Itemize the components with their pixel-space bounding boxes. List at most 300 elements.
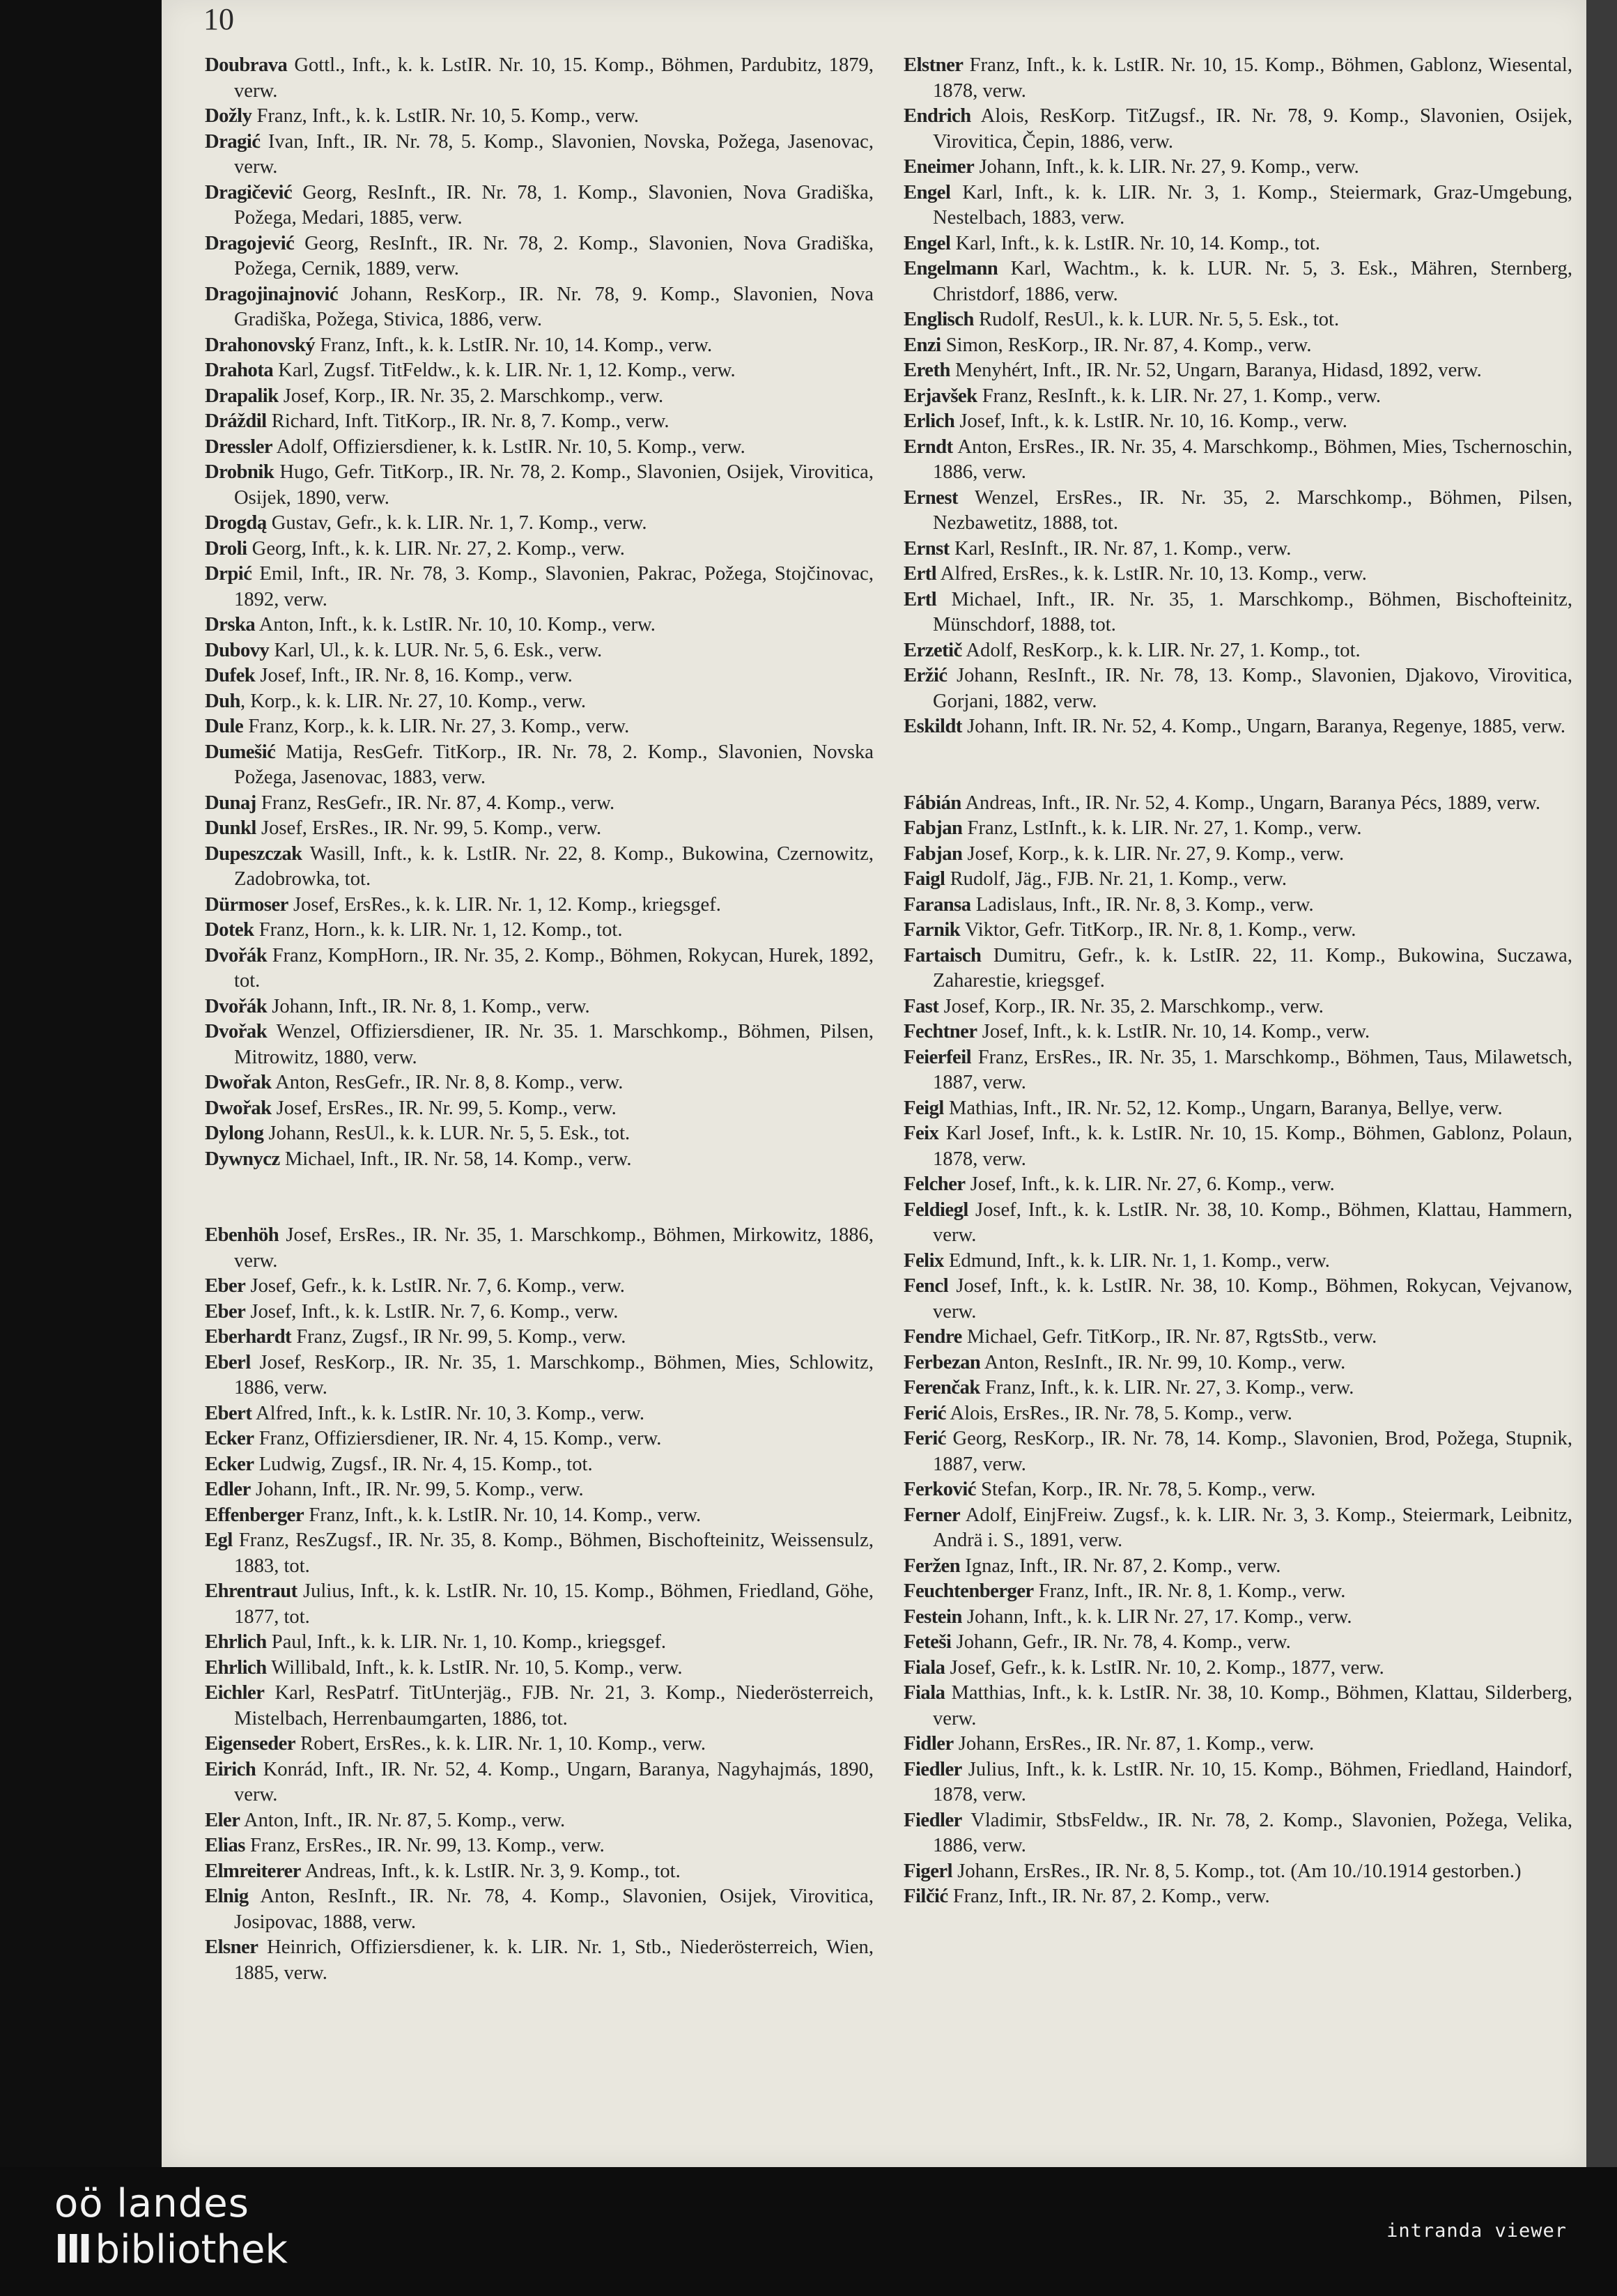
entry-surname: Farnik	[904, 919, 961, 941]
entry-surname: Dráždil	[205, 410, 267, 432]
entry-surname: Ehrlich	[205, 1656, 267, 1679]
entry-details: Johann, ResUl., k. k. LUR. Nr. 5, 5. Esk., tot.	[263, 1123, 630, 1144]
entry-details: Michael, Inft., IR. Nr. 35, 1. Marschkomp., Böhmen, Bischofteinitz, Münschdorf, 1888, tot.	[933, 588, 1572, 635]
entry-surname: Doubrava	[205, 54, 288, 76]
register-entry	[904, 384, 1572, 410]
entry-surname: Erlich	[904, 410, 955, 432]
register-entry	[205, 714, 874, 740]
logo-line-2-text: bibliothek	[95, 2227, 288, 2272]
register-entry	[904, 486, 1572, 537]
register-entry	[904, 714, 1572, 740]
right-column	[904, 53, 1572, 1910]
register-entry	[205, 1223, 874, 1274]
entry-surname: Eber	[205, 1300, 246, 1323]
entry-surname: Elsner	[205, 1936, 258, 1958]
register-entry	[904, 155, 1572, 180]
register-entry	[205, 842, 874, 893]
entry-details: Georg, ResKorp., IR. Nr. 78, 14. Komp., Slavonien, Brod, Požega, Stupnik, 1887, verw.	[933, 1428, 1572, 1475]
entry-details: Robert, ErsRes., k. k. LIR. Nr. 1, 10. Komp., verw.	[295, 1733, 706, 1755]
register-entry	[904, 562, 1572, 587]
entry-surname: Dufek	[205, 665, 256, 686]
entry-details: Franz, Horn., k. k. LIR. Nr. 1, 12. Komp., tot.	[254, 919, 623, 941]
entry-details: , Korp., k. k. LIR. Nr. 27, 10. Komp., verw.	[240, 690, 587, 712]
register-entry	[904, 1477, 1572, 1503]
entry-surname: Ferner	[904, 1504, 961, 1526]
register-entry	[205, 1656, 874, 1681]
entry-details: Karl, Zugsf. TitFeldw., k. k. LIR. Nr. 1, 12. Komp., verw.	[273, 360, 736, 381]
left-block-e	[205, 1223, 874, 1986]
register-entry	[205, 384, 874, 410]
register-entry	[205, 612, 874, 638]
entry-surname: Edler	[205, 1479, 251, 1500]
register-entry	[205, 1935, 874, 1986]
entry-surname: Ereth	[904, 360, 950, 381]
entry-details: Heinrich, Offiziersdiener, k. k. LIR. Nr. 1, Stb., Niederösterreich, Wien, 1885, verw.	[234, 1936, 874, 1984]
entry-details: Gustav, Gefr., k. k. LIR. Nr. 1, 7. Komp., verw.	[266, 512, 647, 534]
entry-details: Anton, Inft., IR. Nr. 87, 5. Komp., verw.	[240, 1809, 566, 1831]
entry-details: Michael, Gefr. TitKorp., IR. Nr. 87, RgtsStb., verw.	[961, 1326, 1377, 1348]
register-entry	[205, 816, 874, 842]
register-entry	[205, 1096, 874, 1122]
entry-details: Johann, Inft., IR. Nr. 8, 1. Komp., verw.	[267, 995, 590, 1017]
entry-surname: Fartaisch	[904, 944, 982, 966]
entry-details: Josef, ErsRes., k. k. LIR. Nr. 1, 12. Komp., kriegsgef.	[288, 893, 721, 916]
entry-surname: Elmreiterer	[205, 1860, 301, 1882]
entry-surname: Ecker	[205, 1453, 254, 1475]
entry-surname: Fábián	[904, 792, 961, 814]
entry-surname: Fiala	[904, 1656, 945, 1679]
register-entry	[904, 1401, 1572, 1427]
register-entry	[205, 791, 874, 817]
register-entry	[205, 231, 874, 282]
register-entry	[904, 1019, 1572, 1045]
entry-details: Hugo, Gefr. TitKorp., IR. Nr. 78, 2. Komp., Slavonien, Osijek, Virovitica, Osijek, 1890, verw.	[234, 461, 874, 509]
scan-edge	[1586, 0, 1617, 2167]
entry-details: Emil, Inft., IR. Nr. 78, 3. Komp., Slavonien, Pakrac, Požega, Stojčinovac, 1892, verw.	[234, 563, 874, 610]
entry-surname: Engel	[904, 181, 951, 203]
register-entry	[205, 893, 874, 918]
register-entry	[904, 791, 1572, 817]
entry-details: Franz, Inft., k. k. LstIR. Nr. 10, 14. Komp., verw.	[304, 1504, 702, 1526]
register-entry	[904, 180, 1572, 231]
entry-details: Josef, ErsRes., IR. Nr. 35, 1. Marschkomp., Böhmen, Mirkowitz, 1886, verw.	[234, 1224, 874, 1272]
entry-surname: Dupeszczak	[205, 842, 302, 865]
entry-details: Anton, ResInft., IR. Nr. 99, 10. Komp., verw.	[980, 1351, 1346, 1373]
entry-details: Josef, Inft., k. k. LstIR. Nr. 38, 10. Komp., Böhmen, Klattau, Hammern, verw.	[933, 1199, 1572, 1246]
entry-surname: Drogdą	[205, 512, 267, 534]
entry-details: Franz, LstInft., k. k. LIR. Nr. 27, 1. Komp., verw.	[962, 817, 1362, 839]
entry-surname: Drpić	[205, 563, 252, 585]
entry-details: Ladislaus, Inft., IR. Nr. 8, 3. Komp., verw.	[970, 893, 1314, 916]
entry-surname: Dürmoser	[205, 893, 288, 916]
register-entry	[904, 358, 1572, 384]
entry-details: Michael, Inft., IR. Nr. 58, 14. Komp., verw.	[279, 1148, 632, 1170]
entry-details: Georg, ResInft., IR. Nr. 78, 2. Komp., Slavonien, Nova Gradiška, Požega, Cernik, 1889, verw.	[234, 232, 874, 279]
entry-details: Josef, Korp., IR. Nr. 35, 2. Marschkomp., verw.	[938, 995, 1324, 1017]
entry-surname: Dvořák	[205, 944, 268, 966]
entry-details: Franz, Zugsf., IR Nr. 99, 5. Komp., verw.	[291, 1326, 626, 1348]
register-entry	[205, 1833, 874, 1859]
entry-surname: Erzetič	[904, 639, 962, 661]
entry-details: Georg, Inft., k. k. LIR. Nr. 27, 2. Komp., verw.	[247, 537, 625, 560]
entry-details: Johann, Inft., k. k. LIR Nr. 27, 17. Komp., verw.	[961, 1605, 1352, 1628]
viewer-brand[interactable]: intranda viewer	[1386, 2220, 1567, 2242]
entry-details: Karl, Wachtm., k. k. LUR. Nr. 5, 3. Esk., Mähren, Sternberg, Christdorf, 1886, verw.	[933, 258, 1572, 305]
entry-surname: Dragojević	[205, 232, 295, 254]
register-entry	[205, 1681, 874, 1732]
register-entry	[205, 1757, 874, 1808]
entry-surname: Ferić	[904, 1428, 946, 1449]
entry-details: Johann, ErsRes., IR. Nr. 8, 5. Komp., tot. (Am 10./10.1914 gestorben.)	[952, 1860, 1522, 1882]
register-entry	[904, 1426, 1572, 1477]
register-entry	[205, 1070, 874, 1096]
entry-surname: Dotek	[205, 919, 254, 941]
entry-details: Willibald, Inft., k. k. LstIR. Nr. 10, 5. Komp., verw.	[266, 1656, 683, 1679]
entry-surname: Ferbezan	[904, 1351, 981, 1373]
register-entry	[205, 1808, 874, 1834]
entry-surname: Fabjan	[904, 817, 963, 839]
entry-details: Stefan, Korp., IR. Nr. 78, 5. Komp., verw.	[975, 1479, 1316, 1500]
register-entry	[205, 333, 874, 359]
register-entry	[205, 358, 874, 384]
entry-surname: Dumešić	[205, 741, 276, 763]
register-entry	[904, 1630, 1572, 1656]
entry-surname: Fiedler	[904, 1809, 962, 1831]
entry-surname: Drapalik	[205, 385, 279, 407]
register-entry	[904, 943, 1572, 994]
register-entry	[904, 231, 1572, 257]
entry-surname: Ertl	[904, 588, 937, 610]
entry-surname: Ferenčak	[904, 1377, 980, 1399]
register-entry	[904, 842, 1572, 868]
entry-surname: Eskildt	[904, 716, 962, 737]
entry-details: Alois, ResKorp. TitZugsf., IR. Nr. 78, 9. Komp., Slavonien, Osijek, Virovitica, Čepin, 1886, verw.	[933, 105, 1572, 153]
register-entry	[904, 256, 1572, 307]
page-number: 10	[203, 2, 234, 36]
entry-details: Franz, ResZugsf., IR. Nr. 35, 8. Komp., Böhmen, Bischofteinitz, Weissensulz, 1883, tot.	[232, 1530, 874, 1577]
entry-surname: Festein	[904, 1605, 962, 1628]
register-entry	[205, 943, 874, 994]
entry-details: Julius, Inft., k. k. LstIR. Nr. 10, 15. Komp., Böhmen, Friedland, Haindorf, 1878, verw.	[933, 1758, 1572, 1805]
entry-details: Josef, Gefr., k. k. LstIR. Nr. 7, 6. Komp., verw.	[245, 1275, 625, 1297]
entry-details: Josef, Inft., k. k. LstIR. Nr. 7, 6. Komp., verw.	[245, 1300, 619, 1323]
entry-details: Johann, ResKorp., IR. Nr. 78, 9. Komp., Slavonien, Nova Gradiška, Požega, Stivica, 1886, verw.	[234, 283, 874, 330]
entry-surname: Ehrentraut	[205, 1580, 297, 1602]
register-entry	[904, 663, 1572, 714]
register-entry	[904, 1503, 1572, 1554]
entry-surname: Engel	[904, 232, 951, 254]
entry-surname: Eigenseder	[205, 1733, 296, 1755]
register-entry	[205, 663, 874, 689]
register-entry	[205, 1503, 874, 1529]
register-entry	[904, 1198, 1572, 1249]
register-entry	[904, 53, 1572, 104]
entry-details: Matthias, Inft., k. k. LstIR. Nr. 38, 10. Komp., Böhmen, Klattau, Silderberg, verw.	[933, 1682, 1572, 1729]
entry-details: Alois, ErsRes., IR. Nr. 78, 5. Komp., verw.	[945, 1402, 1292, 1424]
entry-surname: Feržen	[904, 1555, 961, 1577]
register-entry	[904, 307, 1572, 333]
entry-surname: Ehrlich	[205, 1631, 267, 1653]
register-entry	[904, 1096, 1572, 1122]
entry-surname: Eberl	[205, 1351, 251, 1373]
register-entry	[205, 1300, 874, 1325]
register-entry	[904, 1808, 1572, 1859]
entry-details: Franz, Offiziersdiener, IR. Nr. 4, 15. Komp., verw.	[254, 1428, 662, 1449]
entry-details: Menyhért, Inft., IR. Nr. 52, Ungarn, Baranya, Hidasd, 1892, verw.	[950, 360, 1482, 381]
entry-surname: Fiedler	[904, 1758, 962, 1780]
entry-surname: Eneimer	[904, 156, 975, 178]
entry-details: Wenzel, Offiziersdiener, IR. Nr. 35. 1. Marschkomp., Böhmen, Pilsen, Mitrowitz, 1880, verw.	[234, 1021, 874, 1068]
register-entry	[904, 867, 1572, 893]
entry-details: Josef, ErsRes., IR. Nr. 99, 5. Komp., verw.	[271, 1097, 617, 1119]
entry-details: Karl, ResPatrf. TitUnterjäg., FJB. Nr. 21, 3. Komp., Niederösterreich, Mistelbach, Herrenbaumgarten, 1886, tot.	[234, 1682, 874, 1729]
entry-details: Rudolf, ResUl., k. k. LUR. Nr. 5, 5. Esk., tot.	[973, 309, 1340, 330]
register-entry	[205, 1401, 874, 1427]
register-entry	[904, 1579, 1572, 1605]
register-entry	[904, 1325, 1572, 1350]
register-entry	[904, 1884, 1572, 1910]
entry-surname: Endrich	[904, 105, 971, 127]
entry-details: Franz, Inft., k. k. LIR. Nr. 27, 3. Komp., verw.	[980, 1377, 1354, 1399]
entry-details: Anton, ErsRes., IR. Nr. 35, 4. Marschkomp., Böhmen, Mies, Tschernoschin, 1886, verw.	[933, 436, 1572, 483]
entry-surname: Fiala	[904, 1682, 945, 1704]
entry-details: Johann, Inft. IR. Nr. 52, 4. Komp., Ungarn, Baranya, Regenye, 1885, verw.	[961, 716, 1566, 737]
register-entry	[205, 562, 874, 612]
entry-details: Franz, ErsRes., IR. Nr. 35, 1. Marschkomp., Böhmen, Taus, Milawetsch, 1887, verw.	[933, 1046, 1572, 1093]
entry-surname: Dunaj	[205, 792, 256, 814]
entry-details: Paul, Inft., k. k. LIR. Nr. 1, 10. Komp., kriegsgef.	[266, 1631, 667, 1653]
entry-surname: Dragić	[205, 130, 261, 153]
register-entry	[904, 1121, 1572, 1172]
entry-details: Wenzel, ErsRes., IR. Nr. 35, 2. Marschkomp., Böhmen, Pilsen, Nezbawetitz, 1888, tot.	[933, 486, 1572, 534]
entry-surname: Feldiegl	[904, 1199, 968, 1221]
entry-details: Josef, Gefr., k. k. LstIR. Nr. 10, 2. Komp., 1877, verw.	[945, 1656, 1384, 1679]
section-gap	[904, 740, 1572, 791]
entry-surname: Eirich	[205, 1758, 256, 1780]
register-entry	[904, 1732, 1572, 1757]
register-entry	[205, 1732, 874, 1757]
entry-details: Karl, ResInft., IR. Nr. 87, 1. Komp., verw.	[949, 537, 1292, 560]
register-entry	[205, 130, 874, 180]
library-logo[interactable]	[54, 2181, 288, 2273]
entry-details: Georg, ResInft., IR. Nr. 78, 1. Komp., Slavonien, Nova Gradiška, Požega, Medari, 1885, verw.	[234, 181, 874, 229]
register-entry	[904, 1045, 1572, 1096]
register-entry	[904, 1274, 1572, 1325]
register-entry	[205, 1121, 874, 1147]
entry-surname: Drahonovský	[205, 334, 316, 356]
register-entry	[205, 1528, 874, 1579]
entry-surname: Elstner	[904, 54, 964, 76]
entry-details: Andreas, Inft., IR. Nr. 52, 4. Komp., Ungarn, Baranya Pécs, 1889, verw.	[961, 792, 1540, 814]
entry-details: Vladimir, StbsFeldw., IR. Nr. 78, 2. Komp., Slavonien, Požega, Velika, 1886, verw.	[933, 1809, 1572, 1856]
register-entry	[205, 638, 874, 664]
register-entry	[205, 1274, 874, 1300]
entry-surname: Ferković	[904, 1479, 976, 1500]
entry-details: Josef, Inft., k. k. LIR. Nr. 27, 6. Komp., verw.	[965, 1173, 1335, 1195]
register-entry	[205, 1452, 874, 1478]
entry-surname: Elnig	[205, 1886, 249, 1907]
register-entry	[904, 1172, 1572, 1198]
entry-surname: Dwořak	[205, 1072, 272, 1093]
entry-details: Karl, Inft., k. k. LstIR. Nr. 10, 14. Komp., tot.	[950, 232, 1320, 254]
right-block-e	[904, 53, 1572, 740]
entry-details: Alfred, Inft., k. k. LstIR. Nr. 10, 3. Komp., verw.	[252, 1402, 644, 1424]
entry-details: Richard, Inft. TitKorp., IR. Nr. 8, 7. Komp., verw.	[266, 410, 670, 432]
entry-details: Josef, Inft., k. k. LstIR. Nr. 10, 16. Komp., verw.	[954, 410, 1347, 432]
logo-line-2	[54, 2227, 288, 2273]
entry-details: Mathias, Inft., IR. Nr. 52, 12. Komp., Ungarn, Baranya, Bellye, verw.	[943, 1097, 1503, 1119]
entry-details: Anton, ResInft., IR. Nr. 78, 4. Komp., Slavonien, Osijek, Virovitica, Josipovac, 1888, verw.	[234, 1886, 874, 1933]
entry-details: Franz, KompHorn., IR. Nr. 35, 2. Komp., Böhmen, Rokycan, Hurek, 1892, tot.	[234, 944, 874, 992]
section-gap	[205, 1172, 874, 1223]
register-entry	[205, 1325, 874, 1350]
entry-details: Franz, ResGefr., IR. Nr. 87, 4. Komp., verw.	[256, 792, 615, 814]
entry-surname: Dressler	[205, 436, 273, 458]
logo-bars-icon: III	[54, 2227, 90, 2272]
register-entry	[904, 1757, 1572, 1808]
entry-surname: Faigl	[904, 868, 945, 890]
entry-details: Johann, Inft., k. k. LIR. Nr. 27, 9. Komp., verw.	[974, 156, 1359, 178]
register-entry	[904, 638, 1572, 664]
entry-details: Viktor, Gefr. TitKorp., IR. Nr. 8, 1. Komp., verw.	[960, 919, 1356, 941]
left-block-d	[205, 53, 874, 1172]
entry-details: Franz, ResInft., k. k. LIR. Nr. 27, 1. Komp., verw.	[977, 385, 1382, 407]
register-entry	[205, 1477, 874, 1503]
entry-surname: Fechtner	[904, 1021, 977, 1042]
register-entry	[205, 1630, 874, 1656]
entry-surname: Duh	[205, 690, 240, 712]
logo-line-1: oö landes	[54, 2181, 249, 2226]
entry-details: Simon, ResKorp., IR. Nr. 87, 4. Komp., verw.	[941, 334, 1312, 356]
entry-surname: Dunkl	[205, 817, 256, 839]
entry-surname: Enzi	[904, 334, 941, 356]
register-entry	[205, 409, 874, 435]
entry-surname: Engelmann	[904, 258, 998, 279]
entry-surname: Fabjan	[904, 842, 963, 865]
entry-surname: Dubovy	[205, 639, 270, 661]
register-entry	[205, 689, 874, 715]
entry-surname: Felix	[904, 1249, 944, 1272]
entry-surname: Feigl	[904, 1097, 944, 1119]
entry-surname: Fidler	[904, 1733, 954, 1755]
entry-details: Dumitru, Gefr., k. k. LstIR. 22, 11. Komp., Bukowina, Suczawa, Zaharestie, kriegsgef.	[933, 944, 1572, 992]
register-entry	[205, 1859, 874, 1885]
entry-surname: Ebenhöh	[205, 1224, 279, 1246]
entry-surname: Feuchtenberger	[904, 1580, 1034, 1602]
entry-details: Johann, Gefr., IR. Nr. 78, 4. Komp., verw.	[951, 1631, 1291, 1653]
register-entry	[904, 1249, 1572, 1274]
entry-details: Franz, Korp., k. k. LIR. Nr. 27, 3. Komp., verw.	[243, 716, 630, 737]
entry-details: Josef, Inft., IR. Nr. 8, 16. Komp., verw.	[255, 665, 573, 686]
register-entry	[904, 104, 1572, 155]
register-entry	[904, 1859, 1572, 1885]
register-entry	[904, 1605, 1572, 1631]
register-entry	[904, 409, 1572, 435]
entry-details: Ignaz, Inft., IR. Nr. 87, 2. Komp., verw.	[960, 1555, 1281, 1577]
register-entry	[205, 180, 874, 231]
document-page	[162, 0, 1586, 2167]
register-entry	[904, 1376, 1572, 1401]
entry-surname: Dylong	[205, 1123, 264, 1144]
entry-surname: Fendre	[904, 1326, 962, 1348]
entry-surname: Drobnik	[205, 461, 274, 483]
register-entry	[205, 1019, 874, 1070]
register-entry	[904, 1681, 1572, 1732]
entry-surname: Ernst	[904, 537, 950, 560]
entry-details: Josef, ErsRes., IR. Nr. 99, 5. Komp., verw.	[256, 817, 602, 839]
entry-surname: Erndt	[904, 436, 953, 458]
register-entry	[904, 537, 1572, 562]
entry-details: Franz, Inft., IR. Nr. 8, 1. Komp., verw.	[1033, 1580, 1346, 1602]
entry-details: Franz, Inft., k. k. LstIR. Nr. 10, 14. Komp., verw.	[315, 334, 713, 356]
entry-surname: Dywnycz	[205, 1148, 280, 1170]
entry-details: Johann, Inft., IR. Nr. 99, 5. Komp., verw.	[250, 1479, 584, 1500]
entry-surname: Dragičević	[205, 181, 293, 203]
entry-surname: Dvořak	[205, 1021, 268, 1042]
entry-details: Adolf, Offiziersdiener, k. k. LstIR. Nr. 10, 5. Komp., verw.	[272, 436, 745, 458]
register-entry	[205, 1147, 874, 1173]
entry-details: Andreas, Inft., k. k. LstIR. Nr. 3, 9. Komp., tot.	[300, 1860, 681, 1882]
entry-surname: Ebert	[205, 1402, 252, 1424]
entry-details: Johann, ErsRes., IR. Nr. 87, 1. Komp., verw.	[953, 1733, 1315, 1755]
right-block-f	[904, 791, 1572, 1910]
register-entry	[205, 435, 874, 461]
entry-details: Franz, Inft., IR. Nr. 87, 2. Komp., verw.	[947, 1886, 1270, 1907]
register-entry	[904, 1554, 1572, 1580]
entry-surname: Dožly	[205, 105, 252, 127]
register-entry	[205, 53, 874, 104]
register-entry	[904, 435, 1572, 486]
entry-details: Edmund, Inft., k. k. LIR. Nr. 1, 1. Komp., verw.	[943, 1249, 1330, 1272]
entry-details: Matija, ResGefr. TitKorp., IR. Nr. 78, 2. Komp., Slavonien, Novska Požega, Jasenovac, 1883, verw.	[234, 741, 874, 788]
entry-surname: Eberhardt	[205, 1326, 292, 1348]
left-column	[205, 53, 874, 1986]
entry-details: Adolf, EinjFreiw. Zugsf., k. k. LIR. Nr. 3, 3. Komp., Steiermark, Leibnitz, Andrä i. S., 1891, verw.	[933, 1504, 1572, 1551]
entry-details: Konrád, Inft., IR. Nr. 52, 4. Komp., Ungarn, Baranya, Nagyhajmás, 1890, verw.	[234, 1758, 874, 1805]
entry-surname: Ertl	[904, 563, 937, 585]
register-entry	[904, 816, 1572, 842]
entry-surname: Figerl	[904, 1860, 953, 1882]
register-entry	[205, 511, 874, 537]
entry-surname: Drahota	[205, 360, 274, 381]
entry-surname: Dwořak	[205, 1097, 272, 1119]
register-entry	[205, 460, 874, 511]
entry-surname: Ecker	[205, 1428, 254, 1449]
entry-details: Karl, Ul., k. k. LUR. Nr. 5, 6. Esk., verw.	[269, 639, 603, 661]
register-entry	[904, 893, 1572, 918]
entry-surname: Ferić	[904, 1402, 946, 1424]
entry-details: Karl Josef, Inft., k. k. LstIR. Nr. 10, 15. Komp., Böhmen, Gablonz, Polaun, 1878, verw.	[933, 1123, 1572, 1170]
register-entry	[205, 537, 874, 562]
register-entry	[205, 1350, 874, 1401]
entry-surname: Englisch	[904, 309, 974, 330]
entry-details: Franz, ErsRes., IR. Nr. 99, 13. Komp., verw.	[245, 1835, 605, 1856]
entry-surname: Felcher	[904, 1173, 966, 1195]
entry-details: Anton, ResGefr., IR. Nr. 8, 8. Komp., verw.	[271, 1072, 624, 1093]
entry-surname: Droli	[205, 537, 247, 560]
register-entry	[205, 1426, 874, 1452]
entry-surname: Dule	[205, 716, 244, 737]
entry-details: Wasill, Inft., k. k. LstIR. Nr. 22, 8. Komp., Bukowina, Czernowitz, Zadobrowka, tot.	[234, 842, 874, 890]
entry-details: Franz, Inft., k. k. LstIR. Nr. 10, 5. Komp., verw.	[252, 105, 640, 127]
entry-details: Ludwig, Zugsf., IR. Nr. 4, 15. Komp., tot.	[254, 1453, 593, 1475]
entry-details: Josef, Korp., IR. Nr. 35, 2. Marschkomp., verw.	[278, 385, 664, 407]
entry-details: Josef, Inft., k. k. LstIR. Nr. 10, 14. Komp., verw.	[977, 1021, 1370, 1042]
entry-surname: Eber	[205, 1275, 246, 1297]
entry-surname: Fetеši	[904, 1631, 952, 1653]
entry-surname: Feix	[904, 1123, 939, 1144]
register-entry	[904, 994, 1572, 1020]
